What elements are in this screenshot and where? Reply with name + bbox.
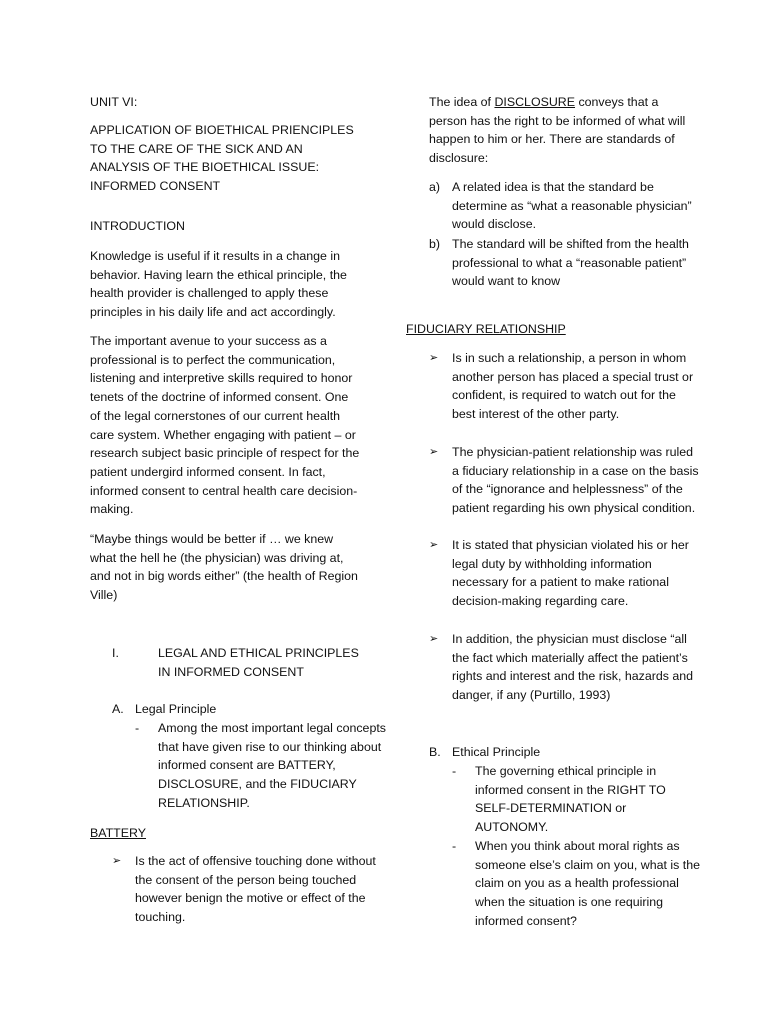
dash-marker: - — [452, 839, 457, 853]
quote-paragraph: “Maybe things would be better if … we knew what the hell he (the physician) was driving at, and not in big words either” (the health of Region Ville) — [90, 532, 358, 603]
fiduciary-item-text: Is in such a relationship, a person in whom another person has placed a special trust or confident, is required to watch out for the best interest of the other party. — [452, 351, 694, 422]
ethical-item — [452, 762, 700, 837]
battery-item — [112, 852, 385, 927]
fiduciary-item-text: It is stated that physician violated his or her legal duty by withholding information necessary for a patient to make rational decision-making regarding care. — [452, 538, 689, 609]
alpha-item-a — [429, 178, 692, 234]
disclosure-pre: The idea of — [429, 95, 495, 109]
fiduciary-item — [429, 630, 707, 705]
section-number: I. — [112, 646, 119, 660]
unit-label: UNIT VI: — [90, 95, 138, 109]
disclosure-post: conveys that a person has the right to be informed of what will happen to him or her. There are standards of disclosure: — [429, 95, 686, 166]
ethical-title: Ethical Principle — [452, 745, 541, 759]
alpha-text: A related idea is that the standard be determine as “what a reasonable physician” would disclose. — [452, 180, 692, 232]
intro-paragraph-2: The important avenue to your success as a professional is to perfect the communication, listening and interpretive skills required to honor tenets of the doctrine of informed consent. One of the legal cornerstones of our current health care system. Whether engaging with patient – or research subject basic principle of respect for the patient undergird informed consent. In fact, informed consent to central health care decision- making. — [90, 334, 360, 517]
ethical-item — [452, 837, 700, 931]
legal-item — [135, 719, 393, 813]
alpha-text: The standard will be shifted from the health professional to what a “reasonable patient” would want to know — [452, 237, 689, 289]
arrow-bullet-icon: ➢ — [112, 855, 122, 867]
legal-label: A. — [112, 702, 124, 716]
alpha-label: a) — [429, 180, 441, 194]
unit-title: APPLICATION OF BIOETHICAL PRIENCIPLES TO THE CARE OF THE SICK AND AN ANALYSIS OF THE BIOETHICAL ISSUE: INFORMED CONSENT — [90, 123, 354, 194]
intro-paragraph-1: Knowledge is useful if it results in a change in behavior. Having learn the ethical principle, the health provider is challenged to apply these principles in his daily life and act accordingly. — [90, 249, 347, 320]
arrow-bullet-icon: ➢ — [429, 539, 439, 551]
fiduciary-item-text: The physician-patient relationship was ruled a fiduciary relationship in a case on the basis of the “ignorance and helplessness” of the patient regarding his own physical condition. — [452, 445, 699, 516]
fiduciary-heading: FIDUCIARY RELATIONSHIP — [406, 322, 566, 336]
section-title: LEGAL AND ETHICAL PRINCIPLES IN INFORMED CONSENT — [158, 646, 359, 679]
battery-heading: BATTERY — [90, 826, 146, 840]
fiduciary-item-text: In addition, the physician must disclose “all the fact which materially affect the patient’s rights and interest and the risk, hazards and danger, if any (Purtillo, 1993) — [452, 632, 694, 703]
alpha-item-b — [429, 235, 692, 291]
dash-marker: - — [135, 721, 140, 735]
disclosure-word: DISCLOSURE — [494, 95, 576, 109]
ethical-item-text: The governing ethical principle in informed consent in the RIGHT TO SELF-DETERMINATION or AUTONOMY. — [475, 764, 666, 835]
arrow-bullet-icon: ➢ — [429, 352, 439, 364]
battery-item-text: Is the act of offensive touching done without the consent of the person being touched however benign the motive or effect of the touching. — [135, 854, 376, 925]
disclosure-paragraph — [429, 93, 689, 168]
introduction-heading: INTRODUCTION — [90, 219, 185, 233]
alpha-label: b) — [429, 237, 441, 251]
ethical-label: B. — [429, 745, 441, 759]
fiduciary-item — [429, 536, 702, 611]
ethical-item-text: When you think about moral rights as someone else’s claim on you, what is the claim on you as a health professional when the situation is one requiring informed consent? — [475, 839, 700, 928]
fiduciary-item — [429, 443, 702, 518]
dash-marker: - — [452, 764, 457, 778]
legal-title: Legal Principle — [135, 702, 217, 716]
legal-item-text: Among the most important legal concepts that have given rise to our thinking about informed consent are BATTERY, DISCLOSURE, and the FIDUCIARY RELATIONSHIP. — [158, 721, 386, 810]
fiduciary-item — [429, 349, 702, 424]
arrow-bullet-icon: ➢ — [429, 446, 439, 458]
arrow-bullet-icon: ➢ — [429, 633, 439, 645]
